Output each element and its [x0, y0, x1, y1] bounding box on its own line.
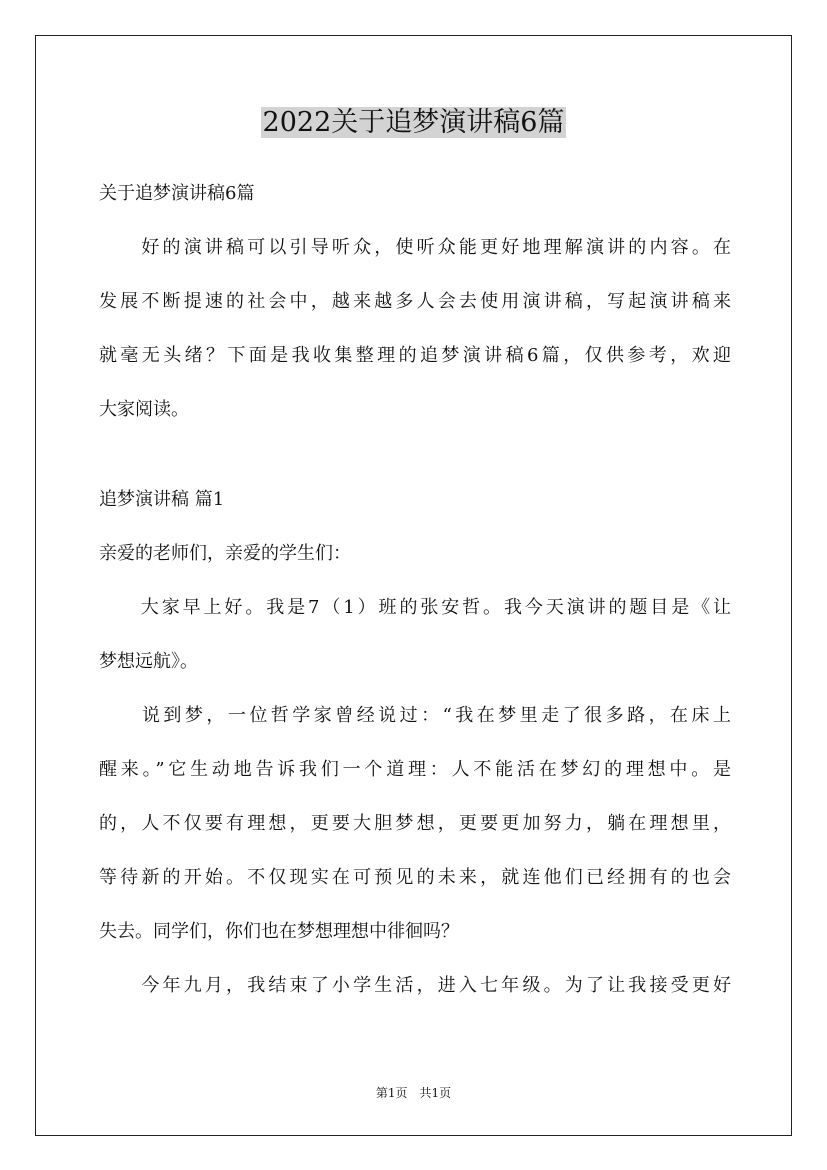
salutation-line: 亲爱的老师们，亲爱的学生们： [99, 543, 351, 564]
body-line-3: 说到梦，一位哲学家曾经说过：“我在梦里走了很多路，在床上 [99, 705, 731, 726]
body-line-7: 失去。同学们，你们也在梦想理想中徘徊吗？ [99, 921, 459, 942]
body-line-8: 今年九月，我结束了小学生活，进入七年级。为了让我接受更好 [99, 975, 731, 996]
subtitle-line: 关于追梦演讲稿6篇 [99, 183, 255, 204]
body-line-4: 醒来。”它生动地告诉我们一个道理：人不能活在梦幻的理想中。是 [99, 759, 731, 780]
document-title [0, 103, 827, 143]
body-line-1: 大家早上好。我是7（1）班的张安哲。我今天演讲的题目是《让 [99, 597, 731, 618]
document-body [99, 176, 731, 1004]
intro-line-2: 发展不断提速的社会中，越来越多人会去使用演讲稿，写起演讲稿来 [99, 291, 731, 312]
intro-line-4: 大家阅读。 [99, 399, 189, 420]
body-line-6: 等待新的开始。不仅现实在可预见的未来，就连他们已经拥有的也会 [99, 867, 731, 888]
body-line-2: 梦想远航》。 [99, 651, 198, 672]
section-heading: 追梦演讲稿 篇1 [99, 489, 225, 510]
page-footer: 第1页 共1页 [375, 1086, 452, 1100]
intro-line-3: 就毫无头绪？下面是我收集整理的追梦演讲稿6篇，仅供参考，欢迎 [99, 345, 731, 366]
intro-line-1: 好的演讲稿可以引导听众，使听众能更好地理解演讲的内容。在 [99, 237, 731, 258]
document-title-text: 2022关于追梦演讲稿6篇 [262, 107, 565, 138]
body-line-5: 的，人不仅要有理想，更要大胆梦想，更要更加努力，躺在理想里， [99, 813, 731, 834]
